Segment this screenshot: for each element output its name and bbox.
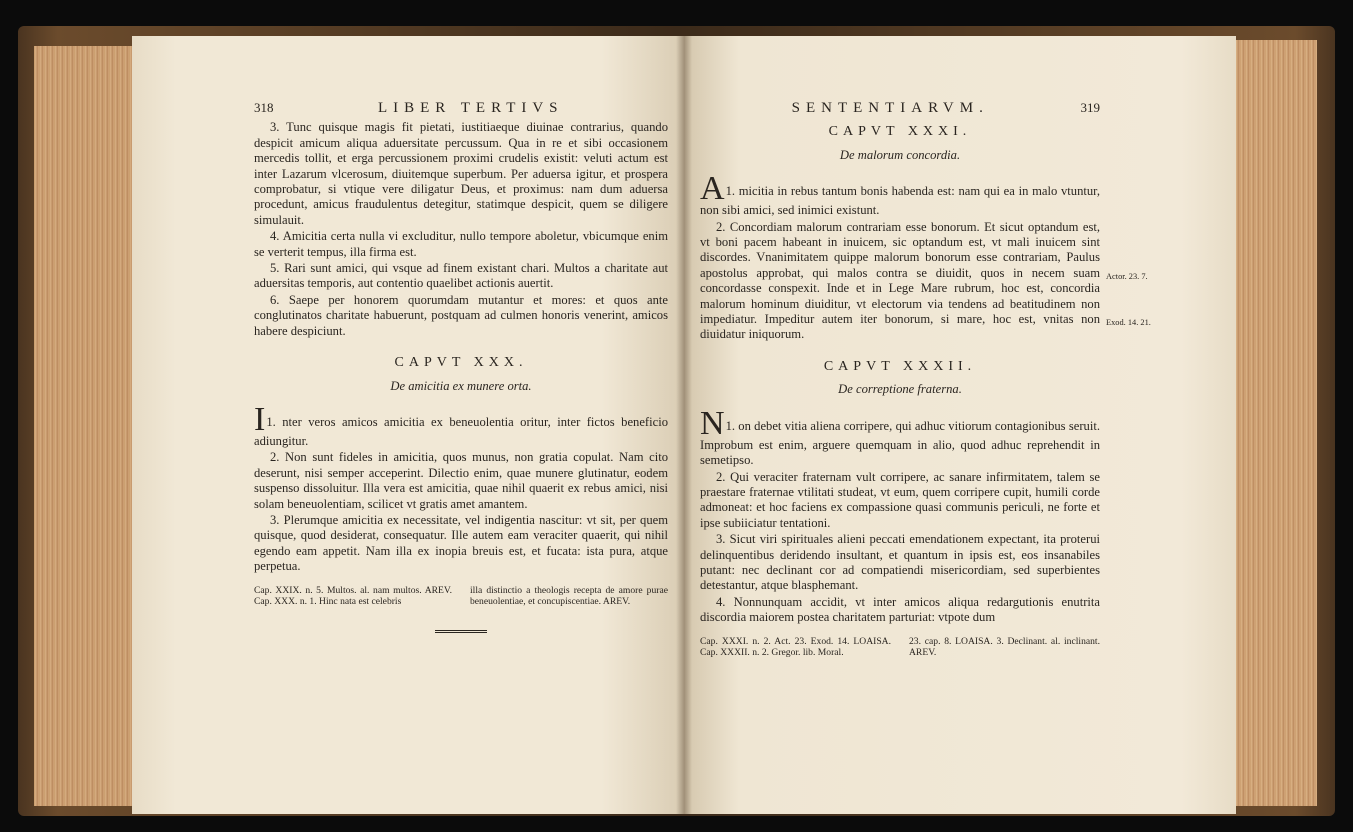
paragraph: 2. Qui veraciter fraternam vult corripere, ac sanare infirmitatem, talem se praestare fraternae vtilitati studeat, vt eum, quem corripere cupit, humili corde admoneat: et hoc faciens ex compassione quasi communis periculi, ne forte et ipse subiiciatur tentationi. [700, 469, 1100, 530]
right-header [700, 100, 1100, 116]
left-page-text [254, 100, 668, 635]
running-head-right: SENTENTIARVM. [791, 100, 989, 116]
paragraph-text: 1. on debet vitia aliena corripere, qui adhuc vitiorum contagionibus seruit. Improbum est enim, arguere quemquam in alio, quod adhuc reprehendit in semetipso. [700, 418, 1100, 468]
margin-note: Exod. 14. 21. [1106, 318, 1151, 327]
initial-letter: I [254, 400, 266, 438]
paragraph-with-initial [700, 404, 1100, 469]
left-header [254, 100, 668, 116]
paragraph: 2. Concordiam malorum contrariam esse bonorum. Et sicut optandum est, vt boni pacem habeant in inuicem, sic optandum est, vt mali inuicem sint discordes. Vnanimitatem quippe malorum bonorum esse contrariam, Paulus apostolus approbat, qui malos contra se diuidit, quos in necem suam concordasse conspexit. Inde et in Lege Mare rubrum, hoc est, concordia malorum hominum diuiditur, vt electorum via tendens ad beatitudinem non impediatur. Impeditur autem iter bonorum, si mare, hoc est, vnitas non diuidatur iniquorum. [700, 219, 1100, 342]
chapter-title: CAPVT XXX. [394, 355, 528, 371]
paragraph: 6. Saepe per honorem quorumdam mutantur et mores: et quos ante conglutinatos charitate habuerunt, postquam ad culmen honoris venerint, amicos habere despiciunt. [254, 292, 668, 338]
footnotes-left [254, 585, 668, 608]
book-gutter [676, 36, 692, 814]
footnotes-right [700, 636, 1100, 659]
footnote: Cap. XXIX. n. 5. Multos. al. nam multos. AREV. Cap. XXX. n. 1. Hinc nata est celebris [254, 584, 452, 608]
paragraph: 4. Amicitia certa nulla vi excluditur, nullo tempore aboletur, vbicumque enim se verterit tempus, illa firma est. [254, 229, 668, 259]
chapter-subtitle: De malorum concordia. [839, 147, 961, 162]
chapter-subtitle: De amicitia ex munere orta. [390, 378, 532, 393]
paragraph: 2. Non sunt fideles in amicitia, quos munus, non gratia copulat. Nam cito deserunt, nisi semper acceperint. Dilectio enim, quae munere glutinatur, eodem suspenso dissoluitur. Illa vera est amicitia, quae nihil quaerit ex rebus amici, nisi solam beneuolentiam, scilicet vt gratis amet amantem. [254, 450, 668, 511]
page-number-left: 318 [254, 100, 274, 115]
paragraph-text: 1. nter veros amicos amicitia ex beneuolentia oritur, inter fictos beneficio adiungitur. [254, 414, 668, 448]
page-number-right: 319 [1080, 100, 1100, 115]
ornament-rule [435, 630, 487, 635]
paragraph-with-initial [254, 400, 668, 449]
paragraph-text: 1. micitia in rebus tantum bonis habenda est: nam qui ea in malo vtuntur, non sibi amici, sed inimici existunt. [700, 184, 1100, 218]
page-edges-left [34, 46, 144, 806]
paragraph: 3. Tunc quisque magis fit pietati, iustitiaeque diuinae contrarius, quando despicit amicum aliqua aduersitate percussum. Qua in re et sibi occasionem mercedis tollit, et erga percussionem proximi crudelis existit: veluti actum est inter Lazarum vlcerosum, diuitemque superbum. Per aduersa igitur, et prospera comprobatur, si vtique vere diligatur Deus, et proximus: nam dum aduersa procedunt, amicus fraudulentus detegitur, statimque despicit, quem se diligere simulauit. [254, 120, 668, 227]
paragraph: 5. Rari sunt amici, qui vsque ad finem existant chari. Multos a charitate aut aduersitas temporis, aut contentio quaelibet actionis auertit. [254, 261, 668, 291]
footnote: Cap. XXXI. n. 2. Act. 23. Exod. 14. LOAISA. Cap. XXXII. n. 2. Gregor. lib. Moral. [700, 635, 891, 659]
footnote: 23. cap. 8. LOAISA. 3. Declinant. al. inclinant. AREV. [909, 635, 1100, 659]
paragraph: 3. Sicut viri spirituales alieni peccati emendationem expectant, ita proterui delinquentibus deridendo insultant, et quantum in ipsis est, eos insanabiles putant: nec declinant cor ad compatiendi misericordiam, sed superbientes detestantur, atque blasphemant. [700, 532, 1100, 593]
page-edges-right [1225, 40, 1317, 806]
running-head-left: LIBER TERTIVS [377, 100, 564, 116]
chapter-title: CAPVT XXXI. [828, 124, 972, 140]
paragraph: 3. Plerumque amicitia ex necessitate, vel indigentia nascitur: vt sit, per quem quisque, quod desiderat, consequatur. Ille autem eam veraciter quaerit, qui nihil egendo eam appetit. Nam illa ex inopia breuis est, et fucata: ista pura, atque perpetua. [254, 512, 668, 574]
right-page-text [700, 100, 1100, 659]
footnote: illa distinctio a theologis recepta de amore purae beneuolentiae, et concupiscentiae. AREV. [470, 584, 668, 608]
paragraph: 4. Nonnunquam accidit, vt inter amicos aliqua redargutionis enutrita discordia maiorem postea charitatem parturiat: vtpote dum [700, 594, 1100, 625]
chapter-title: CAPVT XXXII. [823, 358, 977, 374]
chapter-subtitle: De correptione fraterna. [838, 382, 962, 397]
paragraph-with-initial [700, 170, 1100, 218]
margin-note: Actor. 23. 7. [1106, 272, 1148, 281]
initial-letter: A [700, 170, 725, 208]
initial-letter: N [700, 404, 725, 442]
